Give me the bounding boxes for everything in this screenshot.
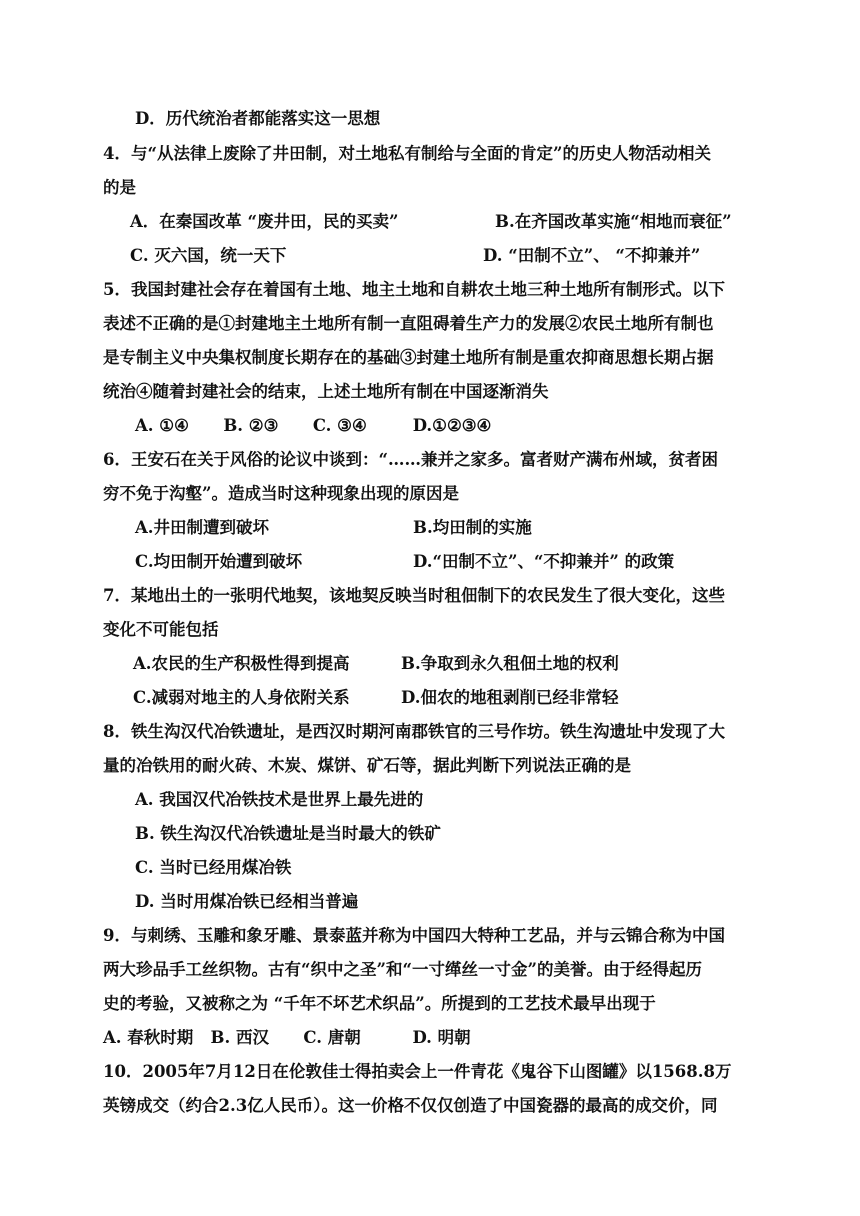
q10-stem-line2: 英镑成交（约合2.3亿人民币）。这一价格不仅仅创造了中国瓷器的最高的成交价，同 xyxy=(103,1096,718,1115)
q4-option-a: A．在秦国改革 “废井田，民的买卖” xyxy=(130,212,399,231)
q6-option-d: D.“田制不立”、“不抑兼并” 的政策 xyxy=(413,552,675,571)
q8-option-a: A. 我国汉代冶铁技术是世界上最先进的 xyxy=(135,790,424,809)
q8-option-b: B. 铁生沟汉代冶铁遗址是当时最大的铁矿 xyxy=(135,824,441,843)
q4-stem-line1: 4．与“从法律上废除了井田制，对土地私有制给与全面的肯定”的历史人物活动相关 xyxy=(103,144,711,163)
q6-stem-line2: 穷不免于沟壑”。造成当时这种现象出现的原因是 xyxy=(103,484,459,503)
q8-option-c: C. 当时已经用煤冶铁 xyxy=(135,858,292,877)
q8-stem-line2: 量的冶铁用的耐火砖、木炭、煤饼、矿石等，据此判断下列说法正确的是 xyxy=(103,756,631,775)
q7-stem-line1: 7．某地出土的一张明代地契，该地契反映当时租佃制下的农民发生了很大变化，这些 xyxy=(103,586,725,605)
q6-option-c: C.均田制开始遭到破坏 xyxy=(135,552,303,571)
q9-stem-line2: 两大珍品手工丝织物。古有“织中之圣”和“一寸缂丝一寸金”的美誉。由于经得起历 xyxy=(103,960,702,979)
q4-option-d: D. “田制不立”、 “不抑兼并” xyxy=(483,246,701,265)
q5-stem-line1: 5．我国封建社会存在着国有土地、地主土地和自耕农土地三种土地所有制形式。以下 xyxy=(103,280,725,299)
q5-stem-line3: 是专制主义中央集权制度长期存在的基础③封建土地所有制是重农抑商思想长期占据 xyxy=(103,348,714,367)
q7-option-c: C.减弱对地主的人身依附关系 xyxy=(133,688,350,707)
q6-stem-line1: 6．王安石在关于风俗的论议中谈到：“……兼并之家多。富者财产满布州域，贫者困 xyxy=(103,450,718,469)
q9-options: A. 春秋时期 B. 西汉 C. 唐朝 D. 明朝 xyxy=(103,1028,471,1047)
q10-stem-line1: 10．2005年7月12日在伦敦佳士得拍卖会上一件青花《鬼谷下山图罐》以1568.8万 xyxy=(103,1062,732,1081)
q6-option-b: B.均田制的实施 xyxy=(413,518,532,537)
q5-stem-line4: 统治④随着封建社会的结束，上述土地所有制在中国逐渐消失 xyxy=(103,382,549,401)
q7-option-d: D.佃农的地租剥削已经非常轻 xyxy=(401,688,619,707)
q4-stem-line2: 的是 xyxy=(103,178,136,197)
q7-stem-line2: 变化不可能包括 xyxy=(103,620,219,639)
q8-stem-line1: 8．铁生沟汉代冶铁遗址，是西汉时期河南郡铁官的三号作坊。铁生沟遗址中发现了大 xyxy=(103,722,725,741)
q3-option-d: D．历代统治者都能落实这一思想 xyxy=(135,109,381,128)
q9-stem-line3: 史的考验，又被称之为 “千年不坏艺术织品”。所提到的工艺技术最早出现于 xyxy=(103,994,656,1013)
q6-option-a: A.井田制遭到破坏 xyxy=(135,518,270,537)
q7-option-b: B.争取到永久租佃土地的权利 xyxy=(401,654,619,673)
q4-option-b: B.在齐国改革实施“相地而衰征” xyxy=(495,212,732,231)
q9-stem-line1: 9．与刺绣、玉雕和象牙雕、景泰蓝并称为中国四大特种工艺品，并与云锦合称为中国 xyxy=(103,926,725,945)
q5-options: A. ①④ B. ②③ C. ③④ D.①②③④ xyxy=(135,416,492,435)
q4-option-c: C. 灭六国，统一天下 xyxy=(130,246,287,265)
q7-option-a: A.农民的生产积极性得到提高 xyxy=(133,654,350,673)
q5-stem-line2: 表述不正确的是①封建地主土地所有制一直阻碍着生产力的发展②农民土地所有制也 xyxy=(103,314,714,333)
q8-option-d: D. 当时用煤冶铁已经相当普遍 xyxy=(135,892,359,911)
